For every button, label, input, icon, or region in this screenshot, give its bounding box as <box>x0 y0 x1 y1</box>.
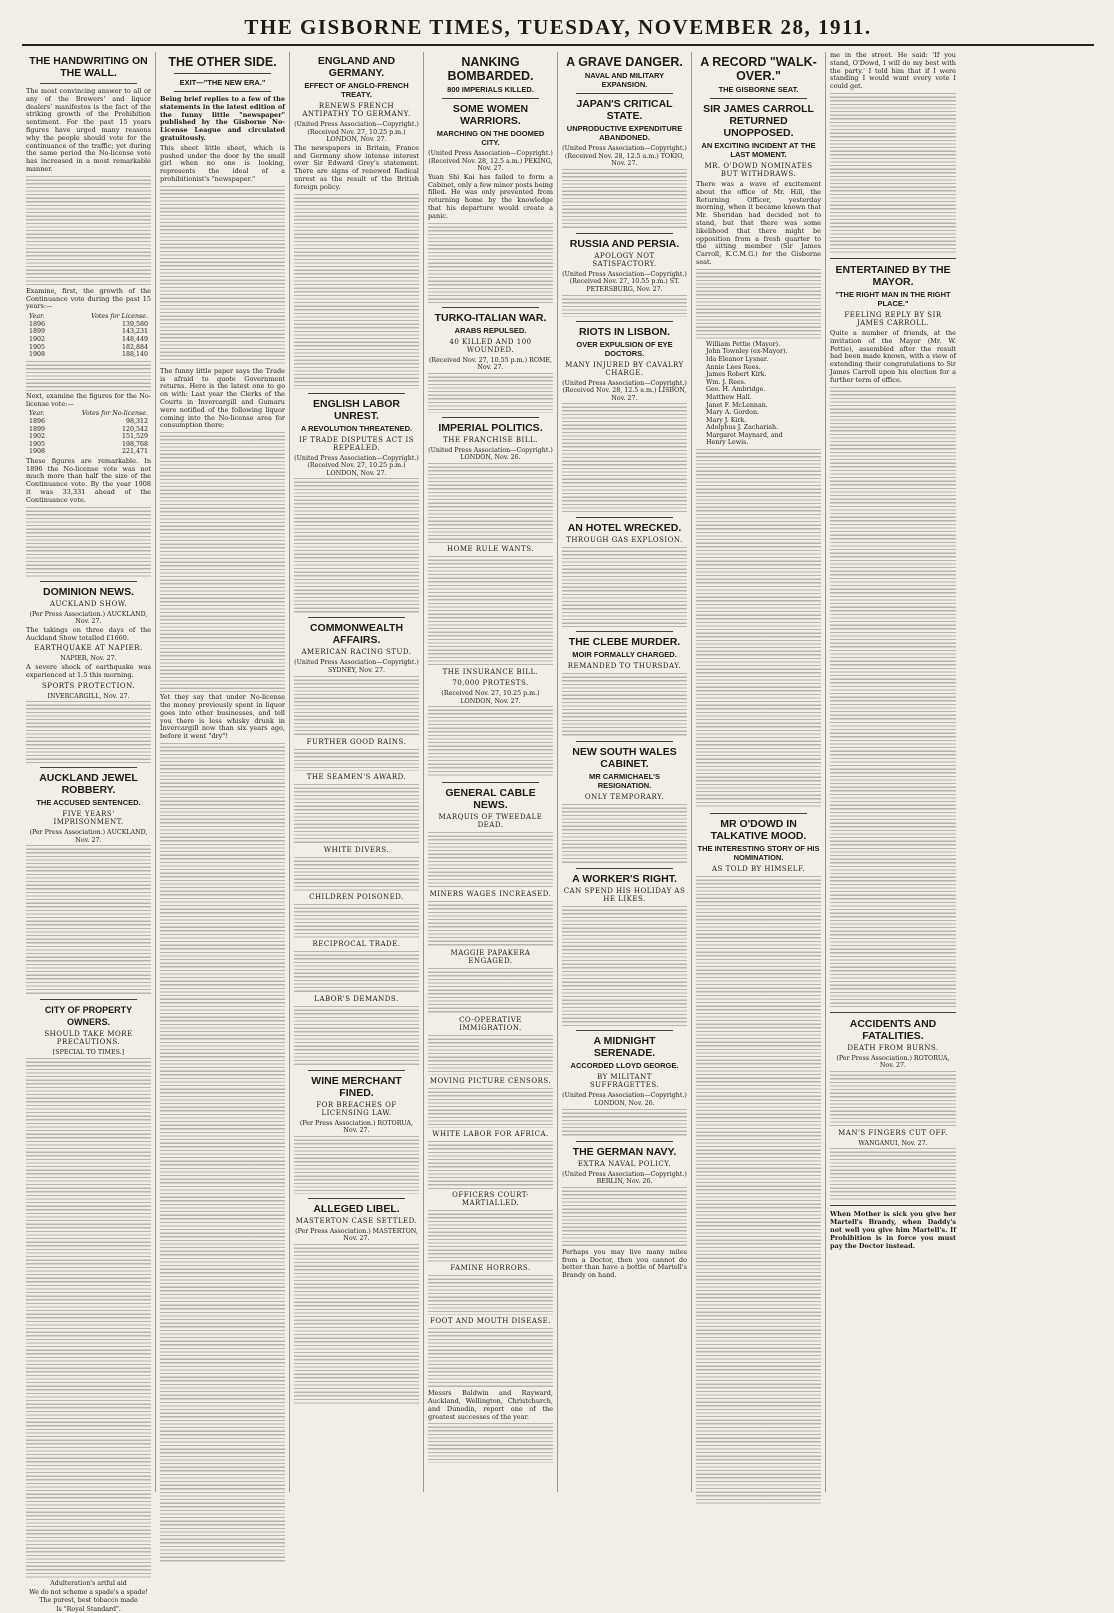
no-license-votes-table <box>26 410 151 456</box>
subheading: OFFICERS COURT-MARTIALLED. <box>452 1191 529 1208</box>
article-text-block <box>294 478 419 613</box>
rule <box>308 1198 405 1199</box>
headline-women-warriors: SOME WOMEN WARRIORS. <box>452 103 529 127</box>
article-text-block <box>428 706 553 778</box>
list-item: Janet F. McLennan. <box>706 401 768 409</box>
article-text-block <box>830 1148 956 1200</box>
article-text-block <box>294 194 419 389</box>
article-text-block <box>562 1187 687 1247</box>
article-text-block <box>428 832 553 888</box>
table-cell: 1896 <box>29 417 46 425</box>
article-text-block <box>428 968 553 1014</box>
dateline: (Per Press Association.) AUCKLAND, Nov. 27. <box>29 610 148 626</box>
article-text: Examine, first, the growth of the Continuance vote during the past 15 years:— <box>26 286 151 311</box>
table-cell: 143,231 <box>121 328 148 336</box>
article-text-block <box>562 804 687 864</box>
dateline: INVERCARGILL, Nov. 27. <box>47 692 130 700</box>
subheading: CO-OPERATIVE IMMIGRATION. <box>459 1016 522 1033</box>
article-text: Next, examine the figures for the No-license vote:— <box>26 391 151 408</box>
dateline: (United Press Association—Copyright.) LONDON, Nov. 26. <box>428 446 553 462</box>
table-cell: Year. <box>29 313 45 321</box>
table-cell: 1908 <box>29 448 46 456</box>
list-item: Ida Eleanor Lysnar. <box>706 355 769 363</box>
article-text-block <box>428 1423 553 1463</box>
subheading: 800 IMPERIALS KILLED. <box>447 85 534 94</box>
headline-clebe-murder: THE CLEBE MURDER. <box>568 636 681 649</box>
headline-russia-persia: RUSSIA AND PERSIA. <box>569 237 680 250</box>
subheading: CAN SPEND HIS HOLIDAY AS HE LIKES. <box>563 887 686 904</box>
article-text-block <box>428 1275 553 1315</box>
article-text-block <box>696 449 821 809</box>
article-text-block <box>562 906 687 1026</box>
article-text: Messrs Baldwin and Rayward, Auckland, Wellington, Christchurch, and Dunedin, report one of the greatest successes of the year. <box>428 1389 553 1421</box>
advert-line: We do not scheme a spade's a spade! <box>29 1588 148 1596</box>
list-item: Mary J. Kirk. <box>706 416 747 424</box>
rule <box>576 631 673 632</box>
subheading: 40 KILLED AND 100 WOUNDED. <box>449 337 532 354</box>
article-text-block <box>160 186 285 366</box>
column-4 <box>424 52 558 1492</box>
headline-turko-italian: TURKO-ITALIAN WAR. <box>434 311 547 324</box>
headline-nanking: NANKING BOMBARDED. <box>447 55 534 83</box>
subheading: MR. O'DOWD NOMINATES BUT WITHDRAWS. <box>704 162 813 178</box>
dateline: (Received Nov. 27, 10.25 p.m.) LONDON, Nov. 27. <box>441 689 540 705</box>
rule <box>830 1012 956 1013</box>
subheading: THE GISBORNE SEAT. <box>718 85 799 94</box>
article-text-block <box>428 1210 553 1262</box>
list-item: Adolphus J. Zachariah. <box>706 424 779 432</box>
article-text-block <box>562 547 687 627</box>
article-text: Yet they say that under No-license the money previously spent in liquor goes into other businesses, and tell you there is less whisky drunk in Invercargill now than six years ago, before it went "dry"! <box>160 693 285 741</box>
article-text-block <box>428 1141 553 1189</box>
subheading: THE INTERESTING STORY OF HIS NOMINATION. <box>697 844 820 863</box>
subheading: REMANDED TO THURSDAY. <box>567 662 682 671</box>
subheading: WHITE DIVERS. <box>323 845 390 854</box>
subheading: ACCORDED LLOYD GEORGE. <box>570 1061 679 1071</box>
subheading: 70,000 PROTESTS. <box>452 678 529 687</box>
subheading: MOIR FORMALLY CHARGED. <box>572 650 677 660</box>
headline-england-germany: ENGLAND AND GERMANY. <box>317 55 396 79</box>
subheading: MASTERTON CASE SETTLED. <box>295 1216 418 1225</box>
article-text-block <box>428 1328 553 1388</box>
headline-german-navy: THE GERMAN NAVY. <box>572 1145 677 1158</box>
subheading: MOVING PICTURE CENSORS. <box>429 1077 552 1086</box>
dateline: (Per Press Association.) AUCKLAND, Nov. 27. <box>29 829 148 844</box>
column-7 <box>826 52 960 1492</box>
subheading: MANY INJURED BY CAVALRY CHARGE. <box>565 360 684 377</box>
table-cell: 182,884 <box>121 343 148 351</box>
rule <box>710 813 807 814</box>
subheading: RENEWS FRENCH ANTIPATHY TO GERMANY. <box>302 102 411 118</box>
list-item: James Robert Kirk. <box>706 371 767 379</box>
headline-commonwealth: COMMONWEALTH AFFAIRS. <box>309 622 404 647</box>
subheading: RECIPROCAL TRADE. <box>312 939 401 948</box>
columns <box>22 51 1094 1613</box>
subheading: UNPRODUCTIVE EXPENDITURE ABANDONED. <box>566 124 683 142</box>
article-text: The funny little paper says the Trade is afraid to quote Government returns. Here is the latest one to go on with: Last year the Clerks of the Courts in Invercargill and Gumaru were notified of the following liquor coming into the No-license area for consumption there: <box>160 366 285 430</box>
table-cell: 120,542 <box>121 425 148 433</box>
dateline: (Per Press Association.) ROTORUA, Nov. 27. <box>299 1119 414 1135</box>
article-text: Perhaps you may live many miles from a Doctor, then you cannot do better than have a bottle of Martell's Brandy on hand. <box>562 1247 687 1280</box>
rule <box>442 782 539 783</box>
article-text-block <box>294 784 419 844</box>
dateline: NAPIER, Nov. 27. <box>60 655 117 663</box>
dateline: WANGANUI, Nov. 27. <box>858 1139 928 1147</box>
dateline: (United Press Association—Copyright.) SYDNEY, Nov. 27. <box>294 659 419 674</box>
subheading: SPORTS PROTECTION. <box>41 681 135 690</box>
rule <box>40 581 137 582</box>
article-text-block <box>562 673 687 737</box>
table-cell: 1908 <box>29 351 46 359</box>
article-text-block <box>26 1058 151 1578</box>
article-text: Quite a number of friends, at the invitation of the Mayor (Mr. W. Pettie), assembled after the result had been made known, with a view of extending their congratulations to Sir James Carroll upon his election for a further term of office. <box>830 328 956 384</box>
table-cell: 188,140 <box>121 351 148 359</box>
headline-imperial-politics: IMPERIAL POLITICS. <box>438 421 543 434</box>
headline-entertained-mayor: ENTERTAINED BY THE MAYOR. <box>835 263 951 288</box>
table-cell: 98,312 <box>125 417 148 425</box>
rule <box>576 93 673 94</box>
table-cell: 198,768 <box>121 440 148 448</box>
subheading: MAGGIE PAPAKERA ENGAGED. <box>450 949 531 966</box>
table-cell: Year. <box>29 410 45 418</box>
list-item: Matthew Hall. <box>706 393 752 401</box>
article-text-block <box>294 904 419 938</box>
subheading: THE SEAMEN'S AWARD. <box>306 772 407 781</box>
rule <box>442 417 539 418</box>
list-item: Geo. H. Ambridge. <box>706 386 766 394</box>
rule <box>442 307 539 308</box>
article-text: The newspapers in Britain, France and Germany show intense interest over Sir Edward Grey's statement. There are signs of renewed Radical unrest as the result of the British foreign policy. <box>294 143 419 191</box>
rule <box>308 393 405 394</box>
headline-riots-lisbon: RIOTS IN LISBON. <box>578 325 670 338</box>
subheading: LABOR'S DEMANDS. <box>314 994 399 1003</box>
article-text: Yuan Shi Kai has failed to form a Cabinet, only a few minor posts being filled. He was only prevented from returning home by the knowledge that his departure would create a panic. <box>428 172 553 220</box>
headline-wine-merchant: WINE MERCHANT FINED. <box>311 1074 402 1099</box>
subheading: EXTRA NAVAL POLICY. <box>577 1159 672 1168</box>
rule <box>576 321 673 322</box>
subheading: THE FRANCHISE BILL. <box>443 435 538 444</box>
rule <box>576 517 673 518</box>
subheading: ARABS REPULSED. <box>454 325 527 335</box>
subheading: THROUGH GAS EXPLOSION. <box>566 536 683 545</box>
rule <box>442 98 539 99</box>
article-text-block <box>830 1071 956 1127</box>
dateline: (United Press Association—Copyright.) BERLIN, Nov. 26. <box>562 1170 687 1186</box>
rule <box>576 868 673 869</box>
table-cell: 1902 <box>29 433 46 441</box>
list-item: Henry Lewis. <box>706 439 749 447</box>
article-text-block <box>26 845 151 995</box>
subheading: HOME RULE WANTS. <box>447 544 534 553</box>
article-text-block <box>294 857 419 891</box>
list-item: Annie Lees Rees. <box>706 363 761 371</box>
article-text: me in the street. He said: 'If you stand, O'Dowd, I will do my best with the party.' I told him that if I were standing I would want every vote I could get. <box>830 51 956 91</box>
rule <box>830 258 956 259</box>
rule <box>710 98 807 99</box>
table-cell: 148,449 <box>121 335 148 343</box>
dateline: (Per Press Association.) ROTORUA, Nov. 27. <box>836 1054 950 1070</box>
headline-handwriting: THE HANDWRITING ON THE WALL. <box>29 55 148 79</box>
advert-line: Is "Royal Standard". <box>56 1605 121 1613</box>
subheading: MR CARMICHAEL'S RESIGNATION. <box>589 772 660 791</box>
rule <box>174 73 271 74</box>
article-text-block <box>294 749 419 771</box>
subheading: NAVAL AND MILITARY EXPANSION. <box>584 71 665 89</box>
subheading: FURTHER GOOD RAINS. <box>306 737 407 746</box>
column-3 <box>290 52 424 1492</box>
rule <box>308 1070 405 1071</box>
headline-dominion-news: DOMINION NEWS. <box>43 585 134 598</box>
headline-jewel-robbery: AUCKLAND JEWEL ROBBERY. <box>39 772 138 797</box>
list-item: William Pettie (Mayor). <box>706 340 781 348</box>
rule <box>40 999 137 1000</box>
subheading: EARTHQUAKE AT NAPIER. <box>34 644 143 653</box>
subheading: "THE RIGHT MAN IN THE RIGHT PLACE." <box>835 289 951 308</box>
advert-line: The purest, best tobacco made <box>39 1597 138 1605</box>
article-text-block <box>428 901 553 947</box>
table-cell: 1896 <box>29 320 46 328</box>
list-item: Mary A. Gordon. <box>706 409 760 417</box>
headline-alleged-libel: ALLEGED LIBEL. <box>313 1202 400 1215</box>
dateline: (Per Press Association.) MASTERTON, Nov. 27. <box>295 1227 418 1243</box>
table-cell: 1902 <box>29 335 46 343</box>
subheading: FOOT AND MOUTH DISEASE. <box>429 1317 552 1326</box>
subheading: MARCHING ON THE DOOMED CITY. <box>436 129 545 147</box>
subheading: MAN'S FINGERS CUT OFF. <box>838 1128 948 1137</box>
subheading: MINERS WAGES INCREASED. <box>429 890 552 899</box>
article-text-block <box>26 701 151 763</box>
table-cell: 151,529 <box>121 433 148 441</box>
subheading: IF TRADE DISPUTES ACT IS REPEALED. <box>298 435 415 452</box>
dateline: (United Press Association—Copyright.) (Received Nov. 28, 12.5 a.m.) PEKING, Nov. 27. <box>428 150 553 173</box>
headline-japan: JAPAN'S CRITICAL STATE. <box>576 98 673 122</box>
article-text-block <box>428 556 553 666</box>
table-cell: 1905 <box>29 440 46 448</box>
rule <box>830 1205 956 1206</box>
article-text-block <box>294 676 419 736</box>
article-text-block <box>696 269 821 339</box>
article-text: The most convincing answer to all or any of the Brewers' and liquor dealers' manifestos is the fact of the striking growth of the Prohibition sentiment. For the past 15 years figures have urged many reasons why the people should vote for the continuance of the traffic; yet during the same period the No-license vote has increased in a most remarkable manner. <box>26 87 151 173</box>
subheading: AS TOLD BY HIMSELF. <box>712 865 805 874</box>
dateline: (United Press Association—Copyright.) (Received Nov. 27, 10.25 p.m.) LONDON, Nov. 27. <box>294 121 419 144</box>
article-text-block <box>26 361 151 391</box>
article-text-block <box>294 951 419 993</box>
rule <box>576 233 673 234</box>
headline-carroll-returned: SIR JAMES CARROLL RETURNED UNOPPOSED. <box>703 103 814 139</box>
list-item: John Townley (ex-Mayor). <box>706 348 788 356</box>
column-6 <box>692 52 826 1492</box>
license-votes-table <box>26 313 151 359</box>
article-text-block <box>26 507 151 577</box>
dateline: [SPECIAL TO TIMES.] <box>52 1049 125 1057</box>
column-5 <box>558 52 692 1492</box>
article-text-block <box>294 1136 419 1194</box>
article-text-block <box>562 169 687 229</box>
list-item: Margaret Maynard, and <box>706 431 783 439</box>
newspaper-page <box>22 10 1094 1613</box>
subheading: THE INSURANCE BILL. <box>442 667 539 676</box>
rule <box>40 83 137 84</box>
subheading: SHOULD TAKE MORE PRECAUTIONS. <box>44 1030 133 1047</box>
article-text-block <box>562 403 687 513</box>
subheading: ONLY TEMPORARY. <box>584 793 665 802</box>
article-text-block <box>160 432 285 692</box>
masthead: THE GISBORNE TIMES, TUESDAY, NOVEMBER 28, 1911. <box>22 10 1094 46</box>
article-text-block <box>562 1109 687 1137</box>
subheading: AN EXCITING INCIDENT AT THE LAST MOMENT. <box>701 141 816 159</box>
headline-grave-danger: A GRAVE DANGER. <box>566 55 683 69</box>
subheading: FEELING REPLY BY SIR JAMES CARROLL. <box>844 310 942 327</box>
advert-text: When Mother is sick you give her Martell's Brandy, when Daddy's not well you give him Martell's. If Prohibition is in force you must pay the Doctor instead. <box>830 1210 956 1250</box>
dateline: (United Press Association—Copyright.) (Received Nov. 28, 12.5 a.m.) LISBON, Nov. 27. <box>562 379 687 402</box>
rule <box>576 1030 673 1031</box>
subheading: AUCKLAND SHOW. <box>49 599 128 608</box>
article-text-block <box>562 295 687 317</box>
subheading: THE ACCUSED SENTENCED. <box>36 798 141 808</box>
subheading: A REVOLUTION THREATENED. <box>300 423 413 433</box>
rule <box>576 741 673 742</box>
table-cell: 139,580 <box>121 320 148 328</box>
subheading: AMERICAN RACING STUD. <box>301 648 412 657</box>
article-intro: Being brief replies to a few of the statements in the latest edition of the funny little "newspaper" published by the Gisborne No-License League and circulated gratuitously. <box>160 95 285 142</box>
subheading: BY MILITANT SUFFRAGETTES. <box>589 1073 660 1090</box>
article-text-block <box>428 373 553 413</box>
headline-property-owners: CITY OF PROPERTY OWNERS. <box>44 1005 133 1028</box>
article-text-block <box>160 743 285 1563</box>
rule <box>40 767 137 768</box>
rule <box>308 617 405 618</box>
subheading: FOR BREACHES OF LICENSING LAW. <box>316 1100 397 1117</box>
table-cell: 1899 <box>29 425 46 433</box>
advert-line: Adulteration's artful aid <box>50 1580 127 1587</box>
column-2 <box>156 52 290 1492</box>
subheading: CHILDREN POISONED. <box>309 892 404 901</box>
article-text-block <box>830 93 956 253</box>
list-item: Wm. J. Rees. <box>706 378 746 386</box>
subheading: APOLOGY NOT SATISFACTORY. <box>592 251 657 268</box>
column-1 <box>22 52 156 1613</box>
article-text: This sheet little sheet, which is pushed under the door by the small girl when no one is looking, represents the ideal of a prohibitionist's "newspaper." <box>160 143 285 183</box>
dateline: (United Press Association—Copyright.) LONDON, Nov. 26. <box>562 1092 687 1107</box>
table-cell: Votes for License. <box>91 313 148 321</box>
article-text-block <box>428 1088 553 1128</box>
headline-workers-right: A WORKER'S RIGHT. <box>572 873 677 886</box>
article-text-block <box>428 223 553 303</box>
headline-midnight-serenade: A MIDNIGHT SERENADE. <box>593 1035 656 1060</box>
dateline: (Received Nov. 27, 10.55 p.m.) ROME, Nov. 27. <box>428 356 553 372</box>
subheading: OVER EXPULSION OF EYE DOCTORS. <box>576 339 673 358</box>
article-text: A severe shock of earthquake was experienced at 1.5 this morning. <box>26 663 151 679</box>
table-cell: 1905 <box>29 343 46 351</box>
headline-hotel-wrecked: AN HOTEL WRECKED. <box>567 522 682 535</box>
headline-odowd-talkative: MR O'DOWD IN TALKATIVE MOOD. <box>710 818 807 843</box>
table-cell: 1899 <box>29 328 46 336</box>
article-text-block <box>428 1035 553 1075</box>
article-text: There was a wave of excitement about the office of Mr. Hill, the Returning Officer, yesterday morning, when it became known that Mr. Sheridan had decided not to stand, but that there was some likelihood that there might be opposition from a fresh quarter to the sitting member (Sir James Carroll, K.C.M.G.) for the Gisborne seat. <box>696 180 821 266</box>
headline-record-walkover: A RECORD "WALK-OVER." <box>700 55 817 83</box>
subheading: WHITE LABOR FOR AFRICA. <box>432 1130 549 1139</box>
dateline: (United Press Association—Copyright.) (Received Nov. 28, 12.5 a.m.) TOKIO, Nov. 27. <box>562 145 687 168</box>
rule <box>174 91 271 92</box>
subheading: DEATH FROM BURNS. <box>847 1043 939 1052</box>
dateline: (United Press Association—Copyright.) (Received Nov. 27, 10.55 p.m.) ST. PETERSBURG, Nov. 27. <box>562 270 687 293</box>
subheading: EXIT—"THE NEW ERA." <box>179 78 266 87</box>
headline-accidents: ACCIDENTS AND FATALITIES. <box>849 1017 937 1042</box>
table-cell: 221,471 <box>121 448 148 456</box>
article-text: The takings on three days of the Auckland Show totalled £1660. <box>26 625 151 642</box>
headline-nsw-cabinet: NEW SOUTH WALES CABINET. <box>572 746 677 771</box>
article-text-block <box>294 1244 419 1404</box>
table-cell: Votes for No-license. <box>81 410 148 418</box>
dateline: (United Press Association—Copyright.) (Received Nov. 27, 10.25 p.m.) LONDON, Nov. 27. <box>294 454 419 477</box>
rule <box>576 1141 673 1142</box>
article-text-block <box>26 176 151 286</box>
nominators-list <box>696 341 821 447</box>
article-text-block <box>830 387 956 1007</box>
subheading: EFFECT OF ANGLO-FRENCH TREATY. <box>304 81 409 99</box>
article-text: These figures are remarkable. In 1896 the No-license vote was not much more than half the size of the Continuance vote. By the year 1908 it was 33,331 ahead of the Continuance vote. <box>26 456 151 504</box>
article-text-block <box>428 463 553 543</box>
article-text-block <box>696 876 821 1506</box>
subheading: MARQUIS OF TWEEDALE DEAD. <box>438 813 543 830</box>
headline-labor-unrest: ENGLISH LABOR UNREST. <box>313 397 400 422</box>
subheading: FIVE YEARS' IMPRISONMENT. <box>53 810 124 827</box>
article-text-block <box>294 1006 419 1066</box>
headline-other-side: THE OTHER SIDE. <box>168 55 277 69</box>
headline-cable-news: GENERAL CABLE NEWS. <box>445 787 536 812</box>
subheading: FAMINE HORRORS. <box>450 1264 531 1273</box>
